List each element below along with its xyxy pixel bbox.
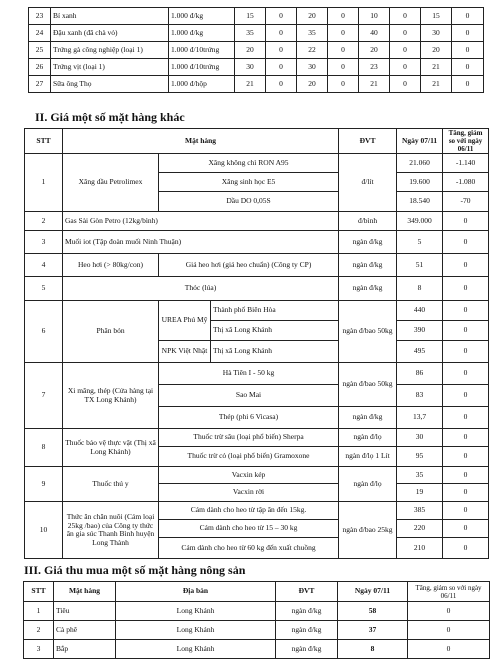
price-cell: 40 xyxy=(359,25,390,42)
price-cell: 21 xyxy=(421,59,452,76)
price-cell: 19.600 xyxy=(397,173,443,192)
stt-cell: 8 xyxy=(25,429,63,467)
price-cell: 349.000 xyxy=(397,212,443,231)
change-cell: 0 xyxy=(328,25,359,42)
item-name: Sữa ông Thọ xyxy=(51,76,169,93)
change-cell: 0 xyxy=(328,8,359,25)
agri-purchase-table xyxy=(23,581,490,659)
item-name: Trứng gà công nghiệp (loại 1) xyxy=(51,42,169,59)
stt-cell: 2 xyxy=(24,621,54,640)
price-cell: 20 xyxy=(297,8,328,25)
change-cell: 0 xyxy=(443,254,489,277)
price-cell: 35 xyxy=(235,25,266,42)
price-cell: 385 xyxy=(397,502,443,520)
unit-cell: 1.000 đ/hộp xyxy=(169,76,235,93)
header-stt: STT xyxy=(25,129,63,154)
table-row xyxy=(24,602,490,621)
item-name: Trứng vịt (loại 1) xyxy=(51,59,169,76)
change-cell: 0 xyxy=(408,621,490,640)
price-cell: 83 xyxy=(397,385,443,407)
unit-cell: ngàn đ/bao 25kg xyxy=(339,502,397,559)
stt-cell: 3 xyxy=(25,231,63,254)
unit-cell: 1.000 đ/10trứng xyxy=(169,42,235,59)
price-cell: 21 xyxy=(421,76,452,93)
item-name: Muối iot (Tập đoàn muối Ninh Thuận) xyxy=(63,231,339,254)
unit-cell: ngàn đ/kg xyxy=(339,254,397,277)
unit-cell: ngàn đ/bao 50kg xyxy=(339,301,397,363)
change-cell: 0 xyxy=(452,59,484,76)
table-row xyxy=(29,25,484,42)
header-stt: STT xyxy=(24,582,54,602)
header-unit: ĐVT xyxy=(339,129,397,154)
price-cell: 20 xyxy=(297,76,328,93)
change-cell: 0 xyxy=(390,59,421,76)
price-cell: 18.540 xyxy=(397,192,443,212)
change-cell: 0 xyxy=(266,25,297,42)
price-cell: 35 xyxy=(397,467,443,484)
stt-cell: 9 xyxy=(25,467,63,502)
unit-cell: ngàn đ/kg xyxy=(276,640,338,659)
sub-item: Xăng sinh học E5 xyxy=(159,173,339,192)
price-cell: 21 xyxy=(235,76,266,93)
sub-item: Thị xã Long Khánh xyxy=(211,341,339,363)
sub-item: Thuốc trừ sâu (loại phổ biến) Sherpa xyxy=(159,429,339,447)
item-name: Bắp xyxy=(54,640,116,659)
unit-cell: ngàn đ/lọ xyxy=(339,467,397,502)
change-cell: 0 xyxy=(452,42,484,59)
price-cell: 51 xyxy=(397,254,443,277)
stt-cell: 2 xyxy=(25,212,63,231)
item-name: Thức ăn chăn nuôi (Cám loại 25kg /bao) của Công ty thức ăn gia súc Thanh Bình huyện Long Thành xyxy=(63,502,159,559)
change-cell: 0 xyxy=(408,640,490,659)
sub-item: Cám dành cho heo từ 60 kg đến xuất chuồng xyxy=(159,538,339,559)
price-cell: 8 xyxy=(338,640,408,659)
stt-cell: 1 xyxy=(25,154,63,212)
item-name: Thóc (lúa) xyxy=(63,277,339,301)
price-cell: 21 xyxy=(359,76,390,93)
sub-item: Vacxin rời xyxy=(159,484,339,502)
table-row xyxy=(24,640,490,659)
section-3-heading: III. Giá thu mua một số mặt hàng nông sản xyxy=(24,563,246,577)
fertilizer-group: NPK Việt Nhật xyxy=(159,341,211,363)
sub-item: Xăng không chì RON A95 xyxy=(159,154,339,173)
stt-cell: 4 xyxy=(25,254,63,277)
price-cell: 5 xyxy=(397,231,443,254)
header-area: Địa bàn xyxy=(116,582,276,602)
stt-cell: 24 xyxy=(29,25,51,42)
price-cell: 95 xyxy=(397,447,443,467)
unit-cell: 1.000 đ/kg xyxy=(169,8,235,25)
table-row xyxy=(24,621,490,640)
area-cell: Long Khánh xyxy=(116,640,276,659)
header-change: Tăng, giảm so với ngày 06/11 xyxy=(408,582,490,602)
unit-cell: ngàn đ/lọ xyxy=(339,429,397,447)
stt-cell: 23 xyxy=(29,8,51,25)
price-cell: 440 xyxy=(397,301,443,321)
header-change: Tăng, giảm so với ngày 06/11 xyxy=(443,129,489,154)
change-cell: 0 xyxy=(266,8,297,25)
sub-item: Cám dành cho heo từ tập ăn đến 15kg. xyxy=(159,502,339,520)
unit-cell: 1.000 đ/kg xyxy=(169,25,235,42)
change-cell: 0 xyxy=(390,76,421,93)
other-goods-table xyxy=(24,128,489,559)
item-name: Cà phê xyxy=(54,621,116,640)
stt-cell: 5 xyxy=(25,277,63,301)
header-item: Mặt hàng xyxy=(63,129,339,154)
change-cell: 0 xyxy=(443,341,489,363)
price-cell: 8 xyxy=(397,277,443,301)
stt-cell: 1 xyxy=(24,602,54,621)
change-cell: 0 xyxy=(266,42,297,59)
unit-cell: đ/bình xyxy=(339,212,397,231)
price-cell: 15 xyxy=(235,8,266,25)
price-cell: 220 xyxy=(397,520,443,538)
change-cell: 0 xyxy=(443,538,489,559)
header-unit: ĐVT xyxy=(276,582,338,602)
unit-cell: ngàn đ/kg xyxy=(339,277,397,301)
change-cell: 0 xyxy=(443,231,489,254)
change-cell: 0 xyxy=(443,385,489,407)
header-item: Mặt hàng xyxy=(54,582,116,602)
item-name: Xi măng, thép (Cửa hàng tại TX Long Khánh) xyxy=(63,363,159,429)
sub-item: Sao Mai xyxy=(159,385,339,407)
unit-cell: ngàn đ/kg xyxy=(339,407,397,429)
change-cell: 0 xyxy=(408,602,490,621)
price-cell: 30 xyxy=(235,59,266,76)
header-date: Ngày 07/11 xyxy=(338,582,408,602)
stt-cell: 7 xyxy=(25,363,63,429)
price-cell: 58 xyxy=(338,602,408,621)
price-cell: 20 xyxy=(359,42,390,59)
change-cell: 0 xyxy=(390,42,421,59)
table-row xyxy=(29,8,484,25)
unit-cell: 1.000 đ/10trứng xyxy=(169,59,235,76)
item-name: Gas Sài Gòn Petro (12kg/bình) xyxy=(63,212,339,231)
item-name: Xăng dầu Petrolimex xyxy=(63,154,159,212)
price-cell: 35 xyxy=(297,25,328,42)
change-cell: 0 xyxy=(443,277,489,301)
unit-cell: ngàn đ/kg xyxy=(339,231,397,254)
change-cell: -1.140 xyxy=(443,154,489,173)
change-cell: 0 xyxy=(328,59,359,76)
sub-item: Cám dành cho heo từ 15 – 30 kg xyxy=(159,520,339,538)
unit-cell: ngàn đ/lọ 1 Lít xyxy=(339,447,397,467)
change-cell: 0 xyxy=(443,520,489,538)
item-name: Thuốc bảo vệ thực vật (Thị xã Long Khánh) xyxy=(63,429,159,467)
unit-cell: ngàn đ/bao 50kg xyxy=(339,363,397,407)
sub-item: Giá heo hơi (giá heo chuẩn) (Công ty CP) xyxy=(159,254,339,277)
price-cell: 210 xyxy=(397,538,443,559)
price-cell: 10 xyxy=(359,8,390,25)
change-cell: 0 xyxy=(266,76,297,93)
sub-item: Thép (phi 6 Vicasa) xyxy=(159,407,339,429)
stt-cell: 27 xyxy=(29,76,51,93)
change-cell: -70 xyxy=(443,192,489,212)
sub-item: Vacxin kép xyxy=(159,467,339,484)
price-cell: 30 xyxy=(421,25,452,42)
price-cell: 15 xyxy=(421,8,452,25)
change-cell: 0 xyxy=(443,502,489,520)
change-cell: 0 xyxy=(452,8,484,25)
change-cell: 0 xyxy=(443,467,489,484)
price-cell: 23 xyxy=(359,59,390,76)
change-cell: 0 xyxy=(443,447,489,467)
change-cell: 0 xyxy=(328,76,359,93)
item-name: Heo hơi (> 80kg/con) xyxy=(63,254,159,277)
item-name: Thuốc thú y xyxy=(63,467,159,502)
change-cell: 0 xyxy=(390,25,421,42)
change-cell: 0 xyxy=(390,8,421,25)
table-row xyxy=(29,76,484,93)
header-date: Ngày 07/11 xyxy=(397,129,443,154)
price-cell: 20 xyxy=(421,42,452,59)
change-cell: 0 xyxy=(266,59,297,76)
unit-cell: ngàn đ/kg xyxy=(276,621,338,640)
price-cell: 20 xyxy=(235,42,266,59)
change-cell: -1.080 xyxy=(443,173,489,192)
top-price-table xyxy=(28,7,484,93)
stt-cell: 25 xyxy=(29,42,51,59)
item-name: Phân bón xyxy=(63,301,159,363)
item-name: Tiêu xyxy=(54,602,116,621)
price-cell: 13,7 xyxy=(397,407,443,429)
item-name: Đậu xanh (đã chà vỏ) xyxy=(51,25,169,42)
fertilizer-group: UREA Phú Mỹ xyxy=(159,301,211,341)
price-cell: 30 xyxy=(297,59,328,76)
item-name: Bí xanh xyxy=(51,8,169,25)
change-cell: 0 xyxy=(443,301,489,321)
price-cell: 30 xyxy=(397,429,443,447)
price-cell: 21.060 xyxy=(397,154,443,173)
stt-cell: 6 xyxy=(25,301,63,363)
price-cell: 86 xyxy=(397,363,443,385)
table-row xyxy=(29,42,484,59)
sub-item: Thị xã Long Khánh xyxy=(211,321,339,341)
unit-cell: đ/lít xyxy=(339,154,397,212)
sub-item: Hà Tiên I - 50 kg xyxy=(159,363,339,385)
sub-item: Thành phố Biên Hòa xyxy=(211,301,339,321)
stt-cell: 26 xyxy=(29,59,51,76)
change-cell: 0 xyxy=(443,429,489,447)
price-cell: 19 xyxy=(397,484,443,502)
change-cell: 0 xyxy=(443,484,489,502)
price-cell: 390 xyxy=(397,321,443,341)
section-2-heading: II. Giá một số mặt hàng khác xyxy=(35,110,185,124)
price-cell: 37 xyxy=(338,621,408,640)
change-cell: 0 xyxy=(443,363,489,385)
sub-item: Dầu DO 0,05S xyxy=(159,192,339,212)
price-cell: 495 xyxy=(397,341,443,363)
stt-cell: 3 xyxy=(24,640,54,659)
change-cell: 0 xyxy=(443,212,489,231)
area-cell: Long Khánh xyxy=(116,602,276,621)
unit-cell: ngàn đ/kg xyxy=(276,602,338,621)
price-cell: 22 xyxy=(297,42,328,59)
sub-item: Thuốc trừ cỏ (loại phổ biến) Gramoxone xyxy=(159,447,339,467)
stt-cell: 10 xyxy=(25,502,63,559)
area-cell: Long Khánh xyxy=(116,621,276,640)
change-cell: 0 xyxy=(328,42,359,59)
table-row xyxy=(29,59,484,76)
change-cell: 0 xyxy=(443,407,489,429)
change-cell: 0 xyxy=(452,76,484,93)
change-cell: 0 xyxy=(452,25,484,42)
change-cell: 0 xyxy=(443,321,489,341)
